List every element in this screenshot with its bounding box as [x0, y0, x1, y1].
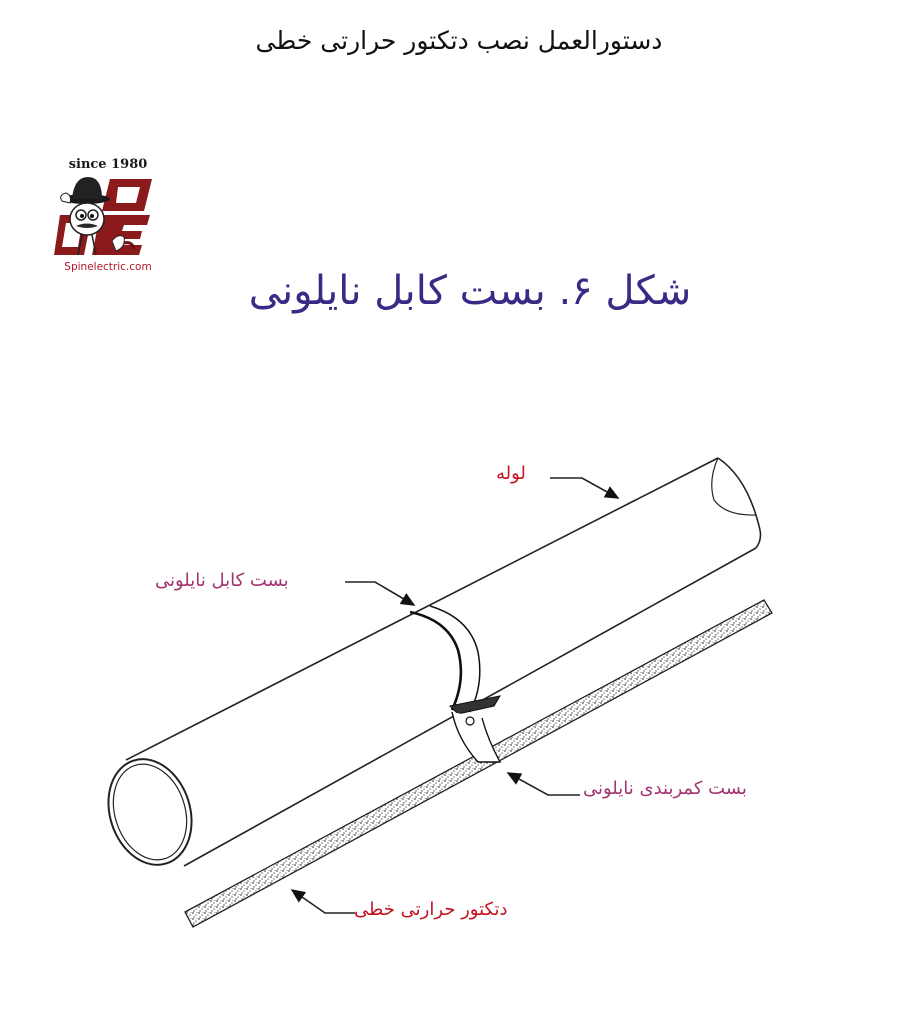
heat-detector-cable	[185, 600, 772, 927]
figure-title: شکل ۶. بست کابل نایلونی	[248, 268, 692, 314]
page-header-title: دستورالعمل نصب دتکتور حرارتی خطی	[255, 26, 663, 55]
label-linear-heat-detector: دتکتور حرارتی خطی	[354, 899, 508, 920]
leader-arrows	[292, 478, 618, 913]
label-nylon-cable-clamp: بست کابل نایلونی	[155, 570, 289, 591]
label-nylon-belt-tie: بست کمربندی نایلونی	[583, 778, 747, 799]
logo-website-text: Spinelectric.com	[64, 261, 152, 273]
logo-since-text: since 1980	[68, 157, 148, 172]
nylon-cable-clamp	[410, 606, 500, 762]
label-pipe: لوله	[496, 463, 526, 484]
